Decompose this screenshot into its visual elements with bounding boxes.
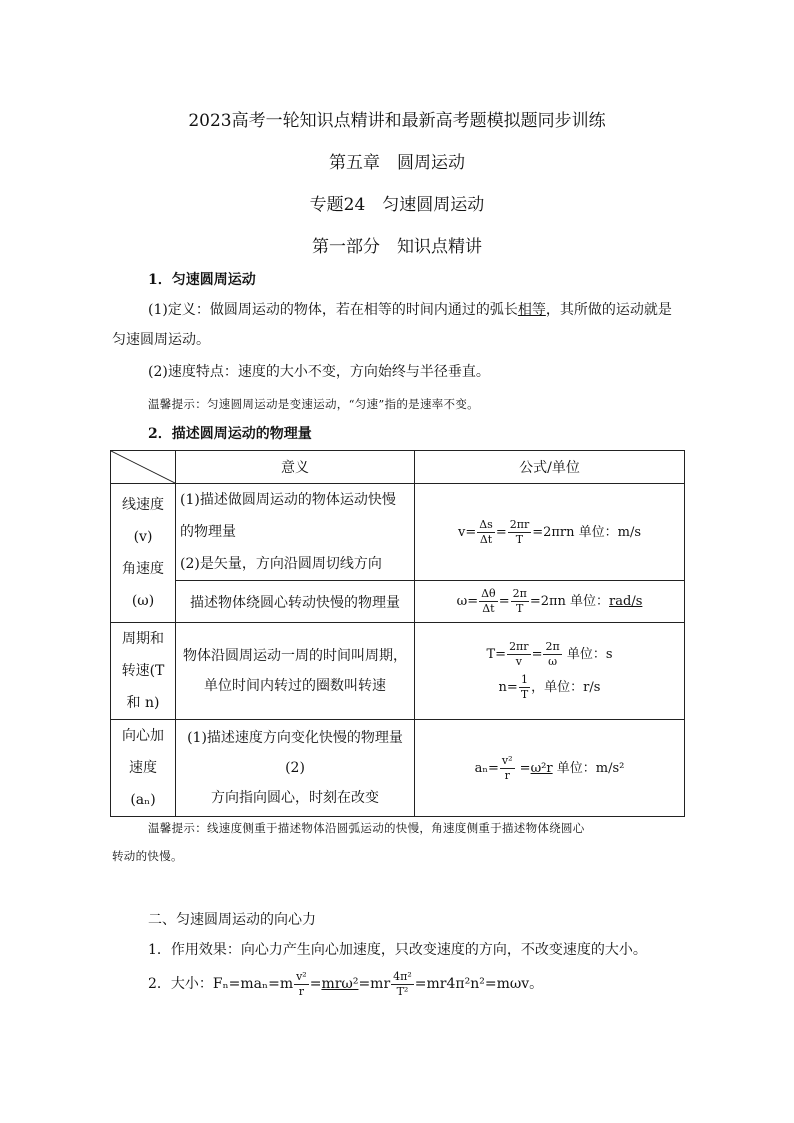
diagonal-line xyxy=(111,451,175,483)
angular-formula-cell: ω= $\frac{\Delta\theta}{\Delta t}$ = $\frac{2\pi}{T}$ =2πn 单位：rad/s xyxy=(415,581,685,623)
section2-heading: 2．描述圆周运动的物理量 xyxy=(148,426,312,442)
period-meaning-cell: 物体沿圆周运动一周的时间叫周期， 单位时间内转过的圈数叫转速 xyxy=(176,623,415,720)
table-row-linear xyxy=(111,484,685,581)
accel-meaning-cell: (1)描述速度方向变化快慢的物理量(2) 方向指向圆心，时刻在改变 xyxy=(176,720,415,817)
chapter-title: 第五章 圆周运动 xyxy=(329,153,465,173)
topic-title: 专题24 匀速圆周运动 xyxy=(309,195,485,215)
definition-line2: 匀速圆周运动。 xyxy=(112,332,210,348)
accel-formula-cell: aₙ= $\frac{\text{v²}}{r}$ =ω²r 单位：m/s² xyxy=(415,720,685,817)
tip-linear-angular-line2: 转动的快慢。 xyxy=(112,849,183,863)
accel-label-cell: 向心加 速度 (aₙ) xyxy=(111,720,176,817)
main-title: 2023高考一轮知识点精讲和最新高考题模拟题同步训练 xyxy=(188,111,606,131)
tip-uniform-motion: 温馨提示：匀速圆周运动是变速运动，“匀速”指的是速率不变。 xyxy=(148,397,479,411)
velocity-feature: (2)速度特点：速度的大小不变，方向始终与半径垂直。 xyxy=(148,364,490,380)
col-meaning-header: 意义 xyxy=(176,451,415,484)
col-formula-header: 公式/单位 xyxy=(415,451,685,484)
force-effect: 1．作用效果：向心力产生向心加速度，只改变速度的方向，不改变速度的大小。 xyxy=(148,942,647,958)
table-header-row xyxy=(111,451,685,484)
force-magnitude: 2．大小：Fₙ=maₙ=m $\frac{\text{v²}}{r}$ =mrω²=mr $\frac{\text{4π²}}{\text{T²}}$ =mr4π²n²=mωv。 xyxy=(148,969,544,998)
linear-meaning-cell: (1)描述做圆周运动的物体运动快慢 的物理量 (2)是矢量，方向沿圆周切线方向 xyxy=(176,484,415,581)
angular-meaning-cell: 描述物体绕圆心转动快慢的物理量 xyxy=(176,581,415,623)
table-row-acceleration xyxy=(111,720,685,817)
table-corner-cell xyxy=(111,451,176,484)
definition-line1: (1)定义：做圆周运动的物体，若在相等的时间内通过的弧长相等，其所做的运动就是 xyxy=(148,302,672,318)
section3-heading: 二、匀速圆周运动的向心力 xyxy=(148,912,316,928)
part-title: 第一部分 知识点精讲 xyxy=(312,237,482,257)
quantities-table xyxy=(110,450,685,817)
section1-heading: 1．匀速圆周运动 xyxy=(148,272,256,288)
linear-angular-label-cell: 线速度 (v) 角速度 (ω) xyxy=(111,484,176,623)
tip-linear-angular-line1: 温馨提示：线速度侧重于描述物体沿圆弧运动的快慢，角速度侧重于描述物体绕圆心 xyxy=(148,821,585,835)
table-row-angular xyxy=(111,581,685,623)
period-formula-cell: T= $\frac{2\pi r}{v}$ = $\frac{2\pi}{\omega}$ 单位：s n= $\frac{1}{T}$ ，单位：r/s xyxy=(415,623,685,720)
linear-formula-cell: v= $\frac{\Delta s}{\Delta t}$ = $\frac{2\pi r}{T}$ =2πrn 单位：m/s xyxy=(415,484,685,581)
period-label-cell: 周期和 转速(T 和 n) xyxy=(111,623,176,720)
table-row-period xyxy=(111,623,685,720)
